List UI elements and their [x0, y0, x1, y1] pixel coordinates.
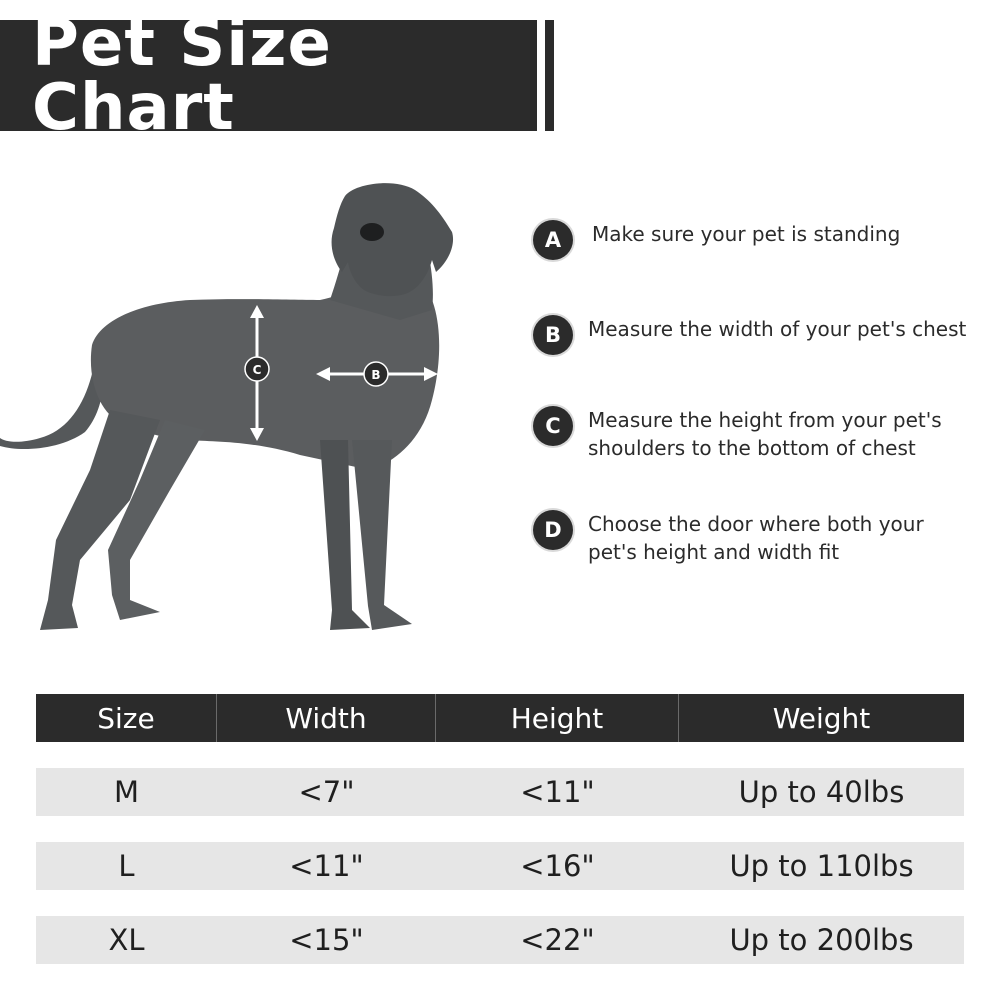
dog-measurement-illustration	[0, 175, 470, 650]
header-weight: Weight	[772, 701, 871, 735]
title-banner	[0, 6, 537, 145]
cell-size: M	[113, 775, 140, 809]
cell-weight: Up to 110lbs	[729, 849, 914, 883]
step-a	[533, 220, 1000, 260]
header-width: Width	[217, 694, 436, 742]
step-a-badge: A	[533, 220, 573, 260]
step-c-badge: C	[533, 406, 573, 446]
cell-size: L	[118, 849, 135, 883]
step-b-badge: B	[533, 315, 573, 355]
cell-height: <22"	[520, 923, 595, 957]
cell-height: <16"	[520, 849, 595, 883]
cell-width: <15"	[289, 923, 364, 957]
marker-c-label: C	[252, 363, 262, 377]
step-c-text: Measure the height from your pet's shoulders to the bottom of chest	[588, 408, 942, 460]
step-d-text: Choose the door where both your pet's height and width fit	[588, 512, 924, 564]
step-b	[533, 315, 998, 355]
cell-weight: Up to 200lbs	[729, 923, 914, 957]
page-title: Pet Size Chart	[32, 6, 332, 145]
cell-weight: Up to 40lbs	[738, 775, 905, 809]
step-d	[533, 510, 998, 566]
size-table	[36, 694, 964, 964]
step-a-text: Make sure your pet is standing	[592, 222, 901, 246]
cell-height: <11"	[520, 775, 595, 809]
table-row	[36, 768, 964, 816]
header-size: Size	[36, 694, 217, 742]
table-header	[36, 694, 964, 742]
header-height: Height	[436, 694, 679, 742]
dog-front-leg-right	[352, 440, 412, 630]
table-row	[36, 842, 964, 890]
table-row	[36, 916, 964, 964]
cell-width: <7"	[298, 775, 355, 809]
step-d-badge: D	[533, 510, 573, 550]
cell-size: XL	[108, 923, 145, 957]
title-accent-bar	[545, 20, 554, 131]
marker-b-label: B	[371, 368, 381, 382]
cell-width: <11"	[289, 849, 364, 883]
dog-nose	[360, 223, 384, 241]
dog-tail	[0, 360, 104, 449]
step-b-text: Measure the width of your pet's chest	[588, 317, 967, 341]
step-c	[533, 406, 998, 462]
